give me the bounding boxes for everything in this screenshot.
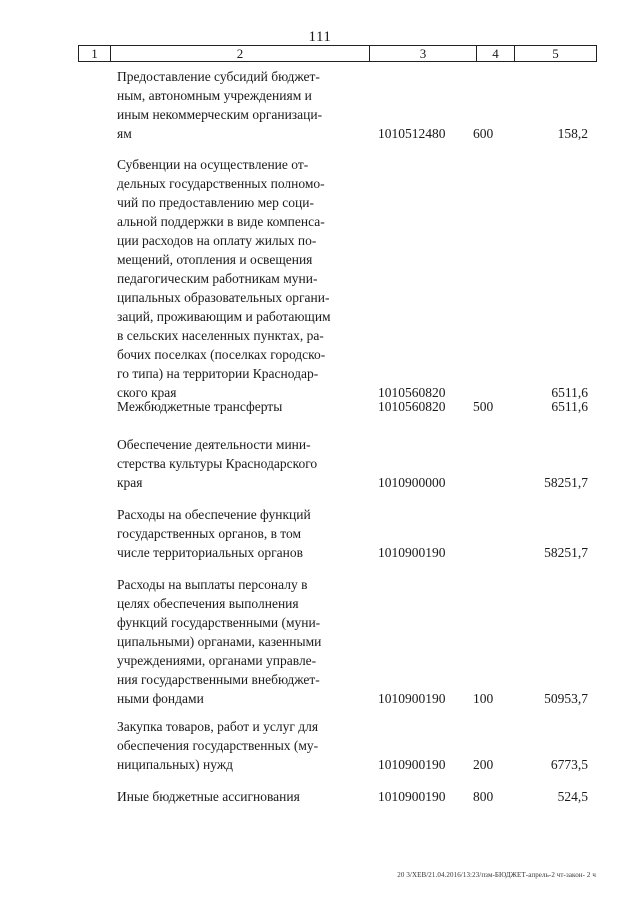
row-description xyxy=(117,717,355,774)
description-line: ям xyxy=(117,126,132,141)
description-line: обеспечения государственных (му- xyxy=(117,738,319,753)
description-line: ского края xyxy=(117,385,177,400)
row-type: 600 xyxy=(473,126,494,141)
description-line: целях обеспечения выполнения xyxy=(117,596,299,611)
description-line: ципальных образовательных органи- xyxy=(117,290,330,305)
row-amount: 6511,6 xyxy=(551,385,588,400)
row-description xyxy=(117,505,355,562)
row-code: 1010900190 xyxy=(378,757,446,772)
row-code: 1010560820 xyxy=(378,385,446,400)
column-header-5: 5 xyxy=(515,46,597,62)
row-amount: 6773,5 xyxy=(550,757,588,772)
row-amount: 6511,6 xyxy=(551,399,588,414)
description-line: Предоставление субсидий бюджет- xyxy=(117,69,320,84)
description-line: числе территориальных органов xyxy=(117,545,303,560)
description-line: ния государственными внебюджет- xyxy=(117,672,320,687)
row-code: 1010900190 xyxy=(378,789,446,804)
row-description xyxy=(117,67,355,143)
page-number: 111 xyxy=(308,29,332,45)
description-line: стерства культуры Краснодарского xyxy=(117,456,318,471)
row-description xyxy=(117,435,355,492)
description-line: ниципальных) нужд xyxy=(117,757,234,772)
row-code: 1010512480 xyxy=(378,126,446,141)
description-line: Расходы на обеспечение функций xyxy=(117,507,311,522)
row-description xyxy=(117,787,355,806)
row-amount: 50953,7 xyxy=(544,691,588,706)
description-line: Обеспечение деятельности мини- xyxy=(117,437,311,452)
description-line: Закупка товаров, работ и услуг для xyxy=(117,719,319,734)
description-line: учреждениями, органами управле- xyxy=(117,653,317,668)
row-type: 200 xyxy=(473,757,494,772)
row-description xyxy=(117,155,355,402)
row-amount: 158,2 xyxy=(557,126,588,141)
description-line: дельных государственных полномо- xyxy=(117,176,325,191)
description-line: Субвенции на осуществление от- xyxy=(117,157,309,172)
row-type: 800 xyxy=(473,789,494,804)
description-line: Расходы на выплаты персоналу в xyxy=(117,577,308,592)
description-line: Иные бюджетные ассигнования xyxy=(117,789,300,804)
description-line: края xyxy=(117,475,143,490)
row-amount: 58251,7 xyxy=(544,545,588,560)
description-line: ным, автономным учреждениям и xyxy=(117,88,312,103)
description-line: функций государственными (муни- xyxy=(117,615,321,630)
description-line: бочих поселках (поселках городско- xyxy=(117,347,326,362)
description-line: заций, проживающим и работающим xyxy=(117,309,331,324)
description-line: чий по предоставлению мер соци- xyxy=(117,195,314,210)
document-footer: 20 3/ХЕВ/21.04.2016/13:23/пзм-БЮДЖЕТ-апрель-2 чт-закон- 2 ч xyxy=(397,871,596,879)
row-description xyxy=(117,397,355,416)
row-type: 500 xyxy=(473,399,494,414)
description-line: в сельских населенных пунктах, ра- xyxy=(117,328,324,343)
row-amount: 524,5 xyxy=(557,789,588,804)
column-header-row xyxy=(78,45,597,62)
column-header-3: 3 xyxy=(370,46,477,62)
column-header-4: 4 xyxy=(477,46,515,62)
row-description xyxy=(117,575,355,708)
description-line: ципальными) органами, казенными xyxy=(117,634,322,649)
row-code: 1010900190 xyxy=(378,691,446,706)
description-line: ции расходов на оплату жилых по- xyxy=(117,233,317,248)
description-line: го типа) на территории Краснодар- xyxy=(117,366,319,381)
column-header-1: 1 xyxy=(79,46,111,62)
description-line: мещений, отопления и освещения xyxy=(117,252,313,267)
row-amount: 58251,7 xyxy=(544,475,588,490)
description-line: Межбюджетные трансферты xyxy=(117,399,283,414)
row-code: 1010900190 xyxy=(378,545,446,560)
description-line: альной поддержки в виде компенса- xyxy=(117,214,325,229)
description-line: ными фондами xyxy=(117,691,204,706)
description-line: государственных органов, в том xyxy=(117,526,302,541)
column-header-2: 2 xyxy=(111,46,370,62)
row-type: 100 xyxy=(473,691,494,706)
description-line: педагогическим работникам муни- xyxy=(117,271,318,286)
description-line: иным некоммерческим организаци- xyxy=(117,107,323,122)
row-code: 1010560820 xyxy=(378,399,446,414)
row-code: 1010900000 xyxy=(378,475,446,490)
